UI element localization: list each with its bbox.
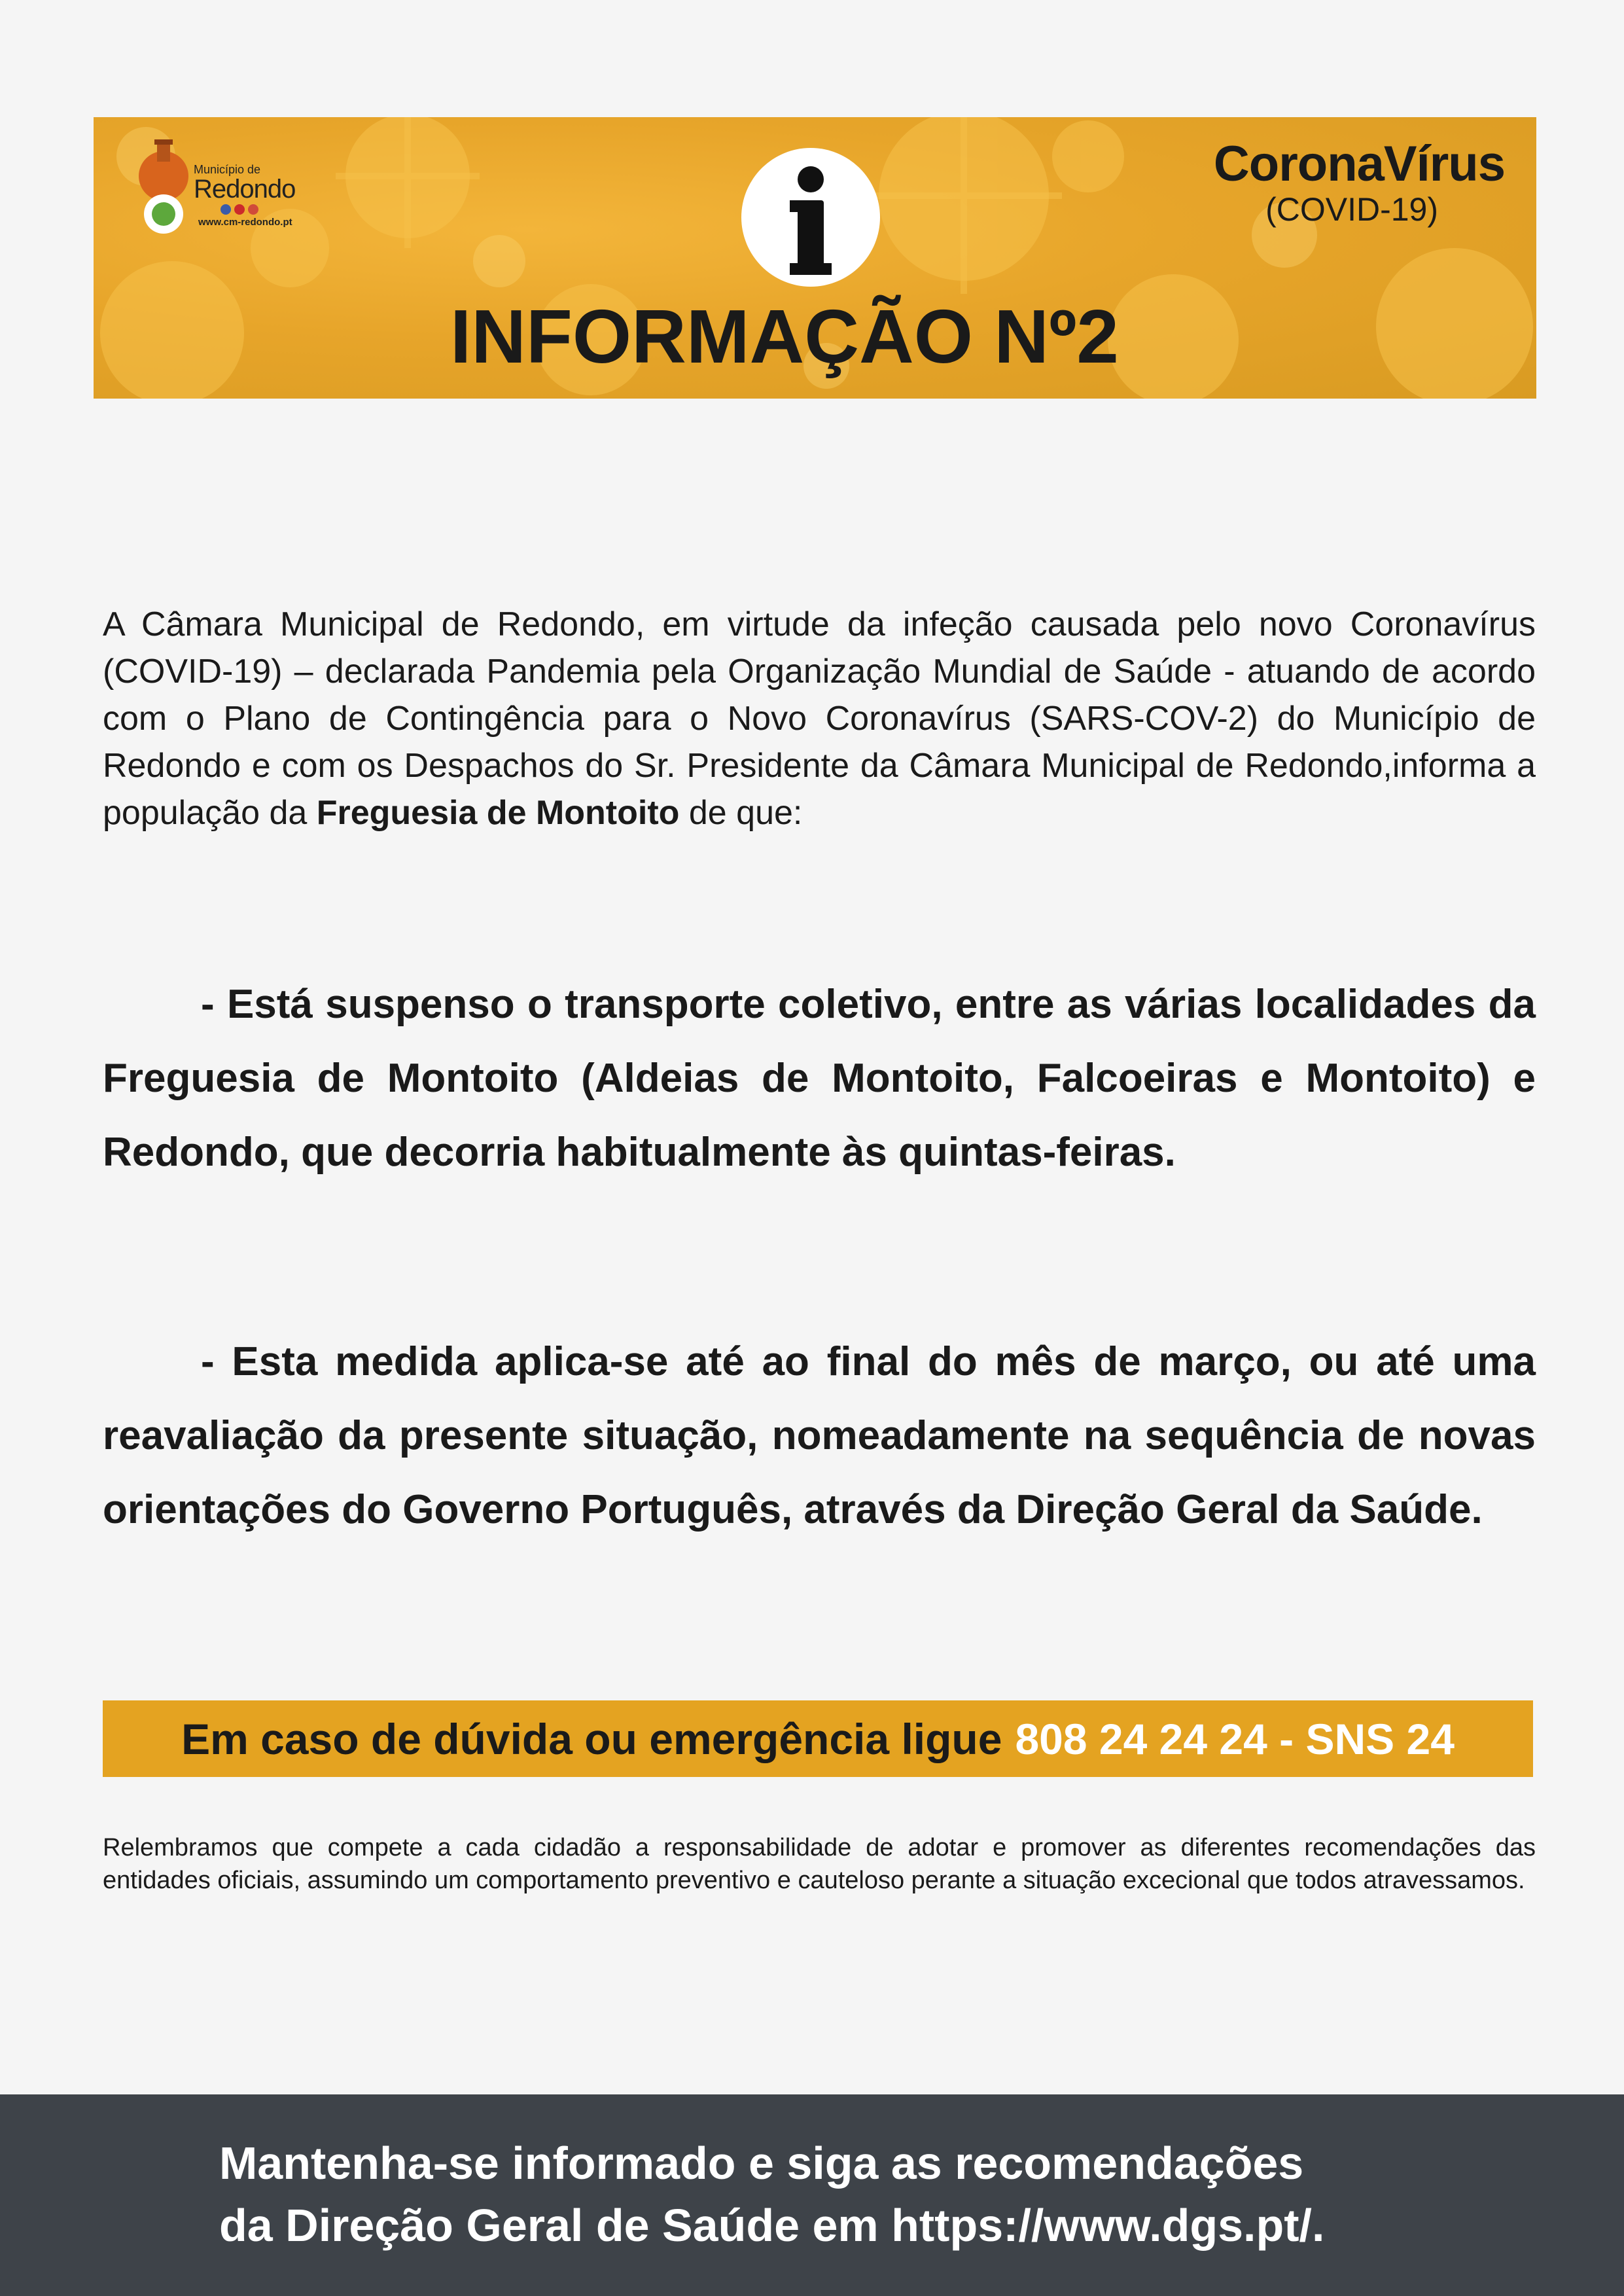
intro-parish-name: Freguesia de Montoito	[316, 794, 680, 832]
coronavirus-title: CoronaVírus	[1213, 136, 1505, 192]
reminder-note: Relembramos que compete a cada cidadão a responsabilidade de adotar e promover as diferentes recomendações das entidades oficiais, assumindo um comportamento preventivo e cauteloso perante a situação excecional que todos atravessamos.	[103, 1834, 1536, 1894]
covid-subtitle: (COVID-19)	[1265, 191, 1438, 228]
castle-logo-icon	[136, 137, 195, 235]
intro-paragraph	[103, 601, 1536, 836]
measure-duration: - Esta medida aplica-se até ao final do mês de março, ou até uma reavaliação da presente situação, nomeadamente na sequência de novas orientações do Governo Português, através da Direção Geral da Saúde.	[103, 1339, 1536, 1532]
municipality-logo	[136, 137, 352, 235]
emergency-phone-number[interactable]: 808 24 24 24 - SNS 24	[1015, 1714, 1455, 1763]
information-title: INFORMAÇÃO Nº2	[450, 294, 1119, 379]
header-banner	[94, 117, 1536, 399]
footer-line-1: Mantenha-se informado e siga as recomendações	[219, 2138, 1304, 2189]
info-icon	[740, 147, 881, 288]
footer-dgs-link[interactable]: da Direção Geral de Saúde em https://www.dgs.pt/.	[219, 2200, 1325, 2251]
emergency-label: Em caso de dúvida ou emergência ligue	[181, 1714, 1002, 1763]
logo-name: Redondo	[194, 175, 296, 204]
logo-top-label: Município de	[194, 163, 261, 176]
social-media-icons	[220, 204, 266, 215]
emergency-contact-banner	[103, 1700, 1533, 1777]
footer	[0, 2094, 1624, 2296]
intro-text: A Câmara Municipal de Redondo, em virtude da infeção causada pelo novo Coronavírus (COVID-19) – declarada Pandemia pela Organização Mundial de Saúde - atuando de acordo com o Plano de Contingência para o Novo Coronavírus (SARS-COV-2) do Município de Redondo e com os Despachos do Sr. Presidente da Câmara Municipal de Redondo,informa a população da	[103, 605, 1536, 832]
measure-transport-suspended: - Está suspenso o transporte coletivo, entre as várias localidades da Freguesia de Montoito (Aldeias de Montoito, Falcoeiras e Montoito) e Redondo, que decorria habitualmente às quintas-feiras.	[103, 982, 1536, 1175]
logo-url: www.cm-redondo.pt	[198, 217, 292, 228]
intro-text-end: de que:	[679, 794, 803, 832]
